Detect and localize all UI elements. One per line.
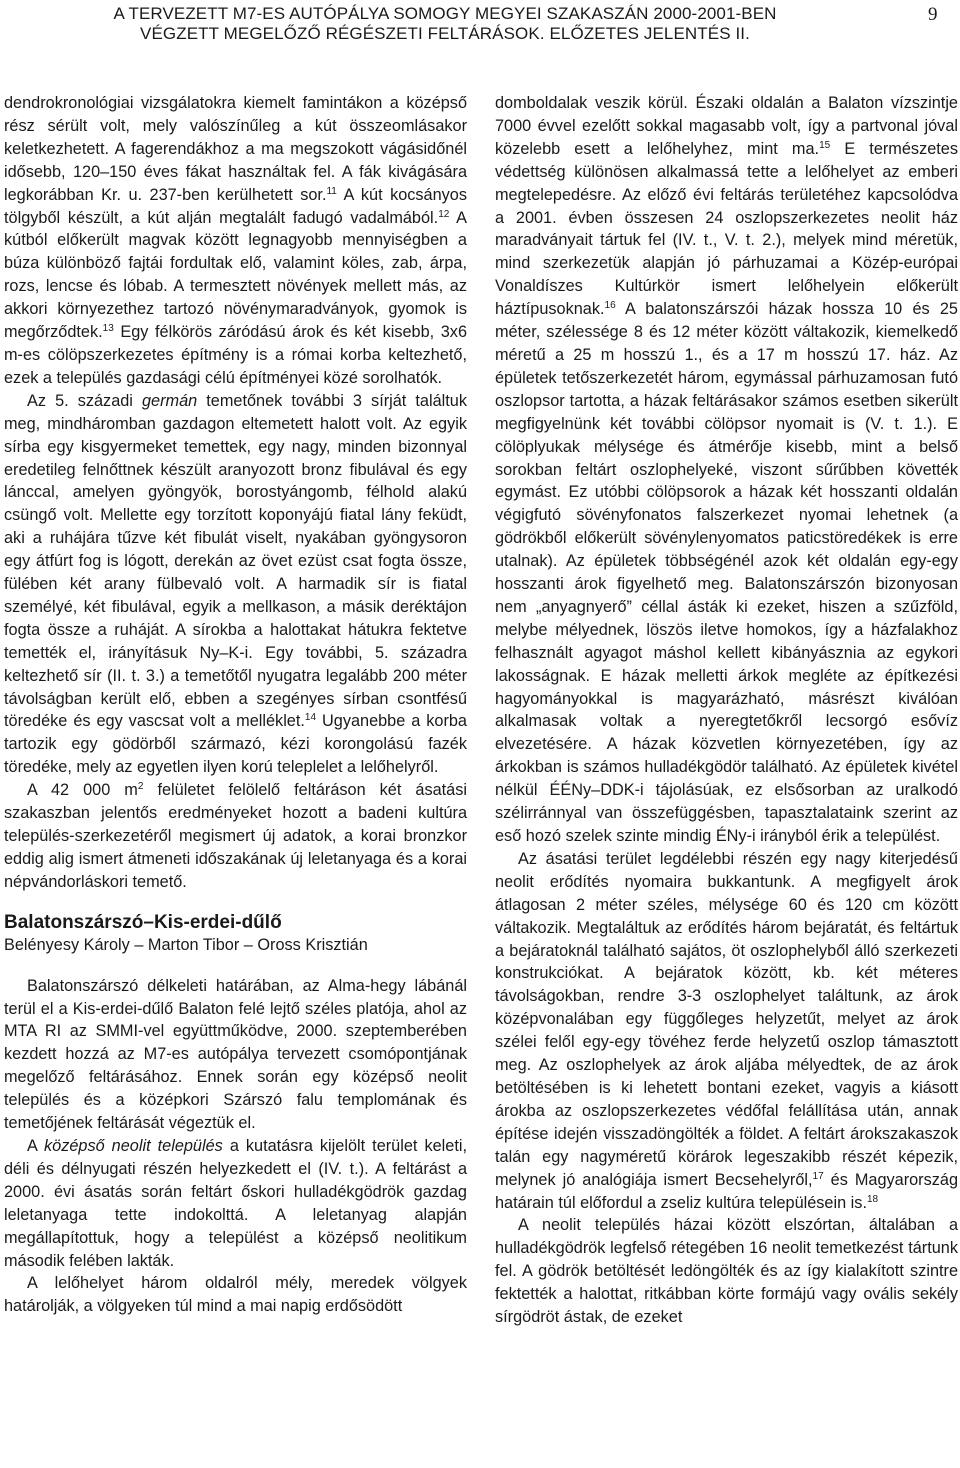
paragraph: A középső neolit település a kutatásra kijelölt terület keleti, déli és délnyugati részén helyezkedett el (IV. t.). A feltárást a 2000. évi ásatás során feltárt őskori hulladékgödrök gazdag leletanyaga tette indokolttá. A leletanyag alapján megállapítottuk, hogy a települést a középső neolitikum második felében lakták.	[4, 1136, 467, 1270]
footnote-ref[interactable]: 14	[304, 712, 317, 724]
paragraph: dendrokronológiai vizsgálatokra kiemelt famintákon a középső rész sérült volt, mely valószínűleg a kút összeomlásakor keletkezhetett. A fagerendákhoz a ma megszokott vágásidőnél idősebb, 120–150 éves fákat használtak fel. A fák kivágására legkorábban Kr. u. 237-ben kerülhetett sor.$^{11}$ A kút kocsányos tölgyből készült, a kút alján megtalált fadugó vadalmából.$^{12}$ A kútból előkerült magvak között legnagyobb mennyiségben a búza különböző fajtái fordultak elő, valamint köles, zab, árpa, rozs, lencse és lóbab. A termesztett növények mellett más, az akkori környezethez tartozó növénymaradványok, gyomok is megőrződtek.$^{13}$ Egy félkörös záródású árok és két kisebb, 3x6 m-es cölöpszerkezetes építmény is a római korba keltezhető, ezek a település gazdasági célú építményei közé sorolhatók.	[4, 94, 467, 387]
header-title-line-1: A TERVEZETT M7-ES AUTÓPÁLYA SOMOGY MEGYEI SZAKASZÁN 2000-2001-BEN	[113, 4, 777, 23]
footnote-ref[interactable]: 16	[604, 300, 616, 312]
paragraph: domboldalak veszik körül. Északi oldalán a Balaton vízszintje 7000 évvel ezelőtt sokkal magasabb volt, így a partvonal jóval közelebb esett a lelőhelyhez, mint ma.$^{15}$ E természetes védettség különösen alkalmassá tette a lelőhelyet az emberi megtelepedésre. Az előző évi feltárás területéhez kapcsolódva a 2001. évben összesen 24 oszlopszerkezetes neolit ház maradványait tártuk fel (IV. t., V. t. 2.), melyek mind méretük, mind szerkezetük alapján jó párhuzamai a Közép-európai Vonaldíszes Kultúrkör ismert lelőhelyein előkerült háztípusoknak.$^{16}$ A balatonszárszói házak hossza 10 és 25 méter, szélessége 8 és 12 méter között váltakozik, kiemelkedő méretű a 25 m hosszú 1., és a 17 m hosszú 17. ház. Az épületek tetőszerkezetét három, egymással párhuzamosan futó oszlopsor tartotta, a házak feltárásakor számos esetben sikerült megfigyelnünk két további cölöpsor nyomait is (V. t. 1.). E cölöplyukak mélysége és átmérője kisebb, mint a belső sorokban feltárt oszlophelyeké, viszont sűrűbben követték egymást. Ez utóbbi cölöpsorok a házak két hosszanti oldalán végigfutó sövényfonatos falszerkezet nyomai lehetnek (a gödrökből előkerült sövénylenyomatos paticstöredékek is erre utalnak). Az épületek többségénél azok két oldalán egy-egy hosszanti árok figyelhető meg. Balatonszárszón bizonyosan nem „anyagnyerő” céllal ásták ki ezeket, hiszen a szűzföld, melybe mélyednek, löszös iletve homokos, így a házfalakhoz felhasznált agyagot máshol kellett kibányásznia az egykori lakosságnak. E házak melletti árkok megléte az építkezési hagyományokkal is magyarázható, másrészt kiválóan alkalmasak voltak a nyeregtetőkről lecsorgó esővíz elvezetésére. A házak közvetlen környezetében, így az árkokban is számos hulladékgödör található. Az épületek kivétel nélkül ÉÉNy–DDK-i tájolásúak, ez elsősorban az uralkodó szélirránnyal van összefüggésben, tapasztalataink szerint az eső hozó szelek szinte mindig ÉNy-i irányból érik a települést.	[495, 94, 958, 845]
section-authors: Belényesy Károly – Marton Tibor – Oross Krisztián	[4, 935, 368, 954]
header-title-line-2: VÉGZETT MEGELŐZŐ RÉGÉSZETI FELTÁRÁSOK. ELŐZETES JELENTÉS II.	[140, 24, 750, 43]
footnote-ref[interactable]: 18	[866, 1193, 879, 1205]
paragraph: A 42 000 $m^2$ felületet felölelő feltáráson két ásatási szakaszban jelentős eredményeket hozott a badeni kultúra település-szerkezetéről megismert új adatok, a korai bronzkor eddig alig ismert átmeneti időszakának új leletanyaga és a korai népvándorláskori temető.	[4, 781, 467, 891]
footnote-ref[interactable]: 15	[819, 139, 831, 151]
paragraph: Az 5. századi germán temetőnek további 3 sírját találtuk meg, mindháromban gazdagon eltemetett halott volt. Az egyik sírba egy kisgyermeket temettek, egy nagy, minden bizonnyal eredetileg felnőttnek készült aranyozott bronz fibulával és egy lánccal, amelyen gyöngyök, borostyángomb, félhold alakú csüngő volt. Mellette egy torzított koponyájú fiatal lány feküdt, aki a ruhájára tűzve két fibulát viselt, nyakában gyöngysoron egy átfúrt fog is lógott, derekán az övet ezüst csat fogta össze, fülében két arany fülbevaló volt. A harmadik sír is fiatal személyé, két fibulával, egyik a mellkason, a másik deréktájon fogta össze a ruháját. A sírokba a halottakat hátukra fektetve temették el, irányításuk Ny–K-i. Egy további, 5. századra keltezhető sír (II. t. 3.) a temetőtől nyugatra legalább 200 méter távolságban került elő, ebben a szegényes sírban csontfésű töredéke és egy vascsat volt a melléklet.$^{14}$ Ugyanebbe a korba tartozik egy gödörből származó, kézi korongolású fazék töredéke, mely az egyetlen ilyen korú teleplelet a lelőhelyről.	[4, 391, 467, 777]
footnote-ref[interactable]: 13	[102, 323, 114, 335]
running-header	[0, 4, 960, 44]
paragraph: Az ásatási terület legdélebbi részén egy nagy kiterjedésű neolit erődítés nyomaira bukkantunk. A megfigyelt árok átlagosan 2 méter széles, mélysége 60 és 120 cm között váltakozik. Megtaláltuk az erődítés három bejáratát, és feltártuk a bejáratoknál található sajátos, öt oszlophelyből álló szerkezeti konstrukciókat. A bejáratok között, kb. két méteres távolságokban, rendre 3-3 oszlophelyet találtunk, az árok középvonalában egy függőleges helyzetűt, melyet az árok szélei felől egy-egy tövéhez ferde helyzetű oszlop támasztott meg. Az oszlophelyek az árok aljába mélyedtek, de az árok betöltésében is ki lehetett bontani ezeket, vagyis a kiásott árokba az oszlopszerkezetes védőfal felállítása után, annak építése idején visszadöngölték a földet. A feltárt árokszakaszok talán egy nagyméretű körárok legeszakibb részét képezik, melynek jó analógiája ismert Becsehelyről,$^{17}$ és Magyarország határain túl előfordul a zseliz kultúra településein is.$^{18}$	[495, 849, 958, 1212]
paragraph: Balatonszárszó délkeleti határában, az Alma-hegy lábánál terül el a Kis-erdei-dűlő Balaton felé lejtő széles platója, ahol az MTA RI az SMMI-vel együttműködve, 2000. szeptemberében kezdett hozzá az M7-es autópálya tervezett csomópontjának megelőző feltárásához. Ennek során egy középső neolit település és a középkori Szárszó falu templomának és temetőjének feltárását végeztük el.	[4, 976, 467, 1133]
paragraph: A lelőhelyet három oldalról mély, meredek völgyek határolják, a völgyeken túl mind a mai napig erdősödött	[4, 1274, 467, 1316]
page-number: 9	[928, 4, 938, 25]
footnote-ref[interactable]: 12	[438, 208, 450, 220]
left-column	[4, 92, 467, 1318]
paragraph: A neolit település házai között elszórtan, általában a hulladékgödrök legfelső rétegében 16 neolit temetkezést tártunk fel. A gödrök betöltését ledöngölték és az így kialakított szintre fektették a halottat, ritkábban körte formájú vagy ovális sekély sírgödröt ástak, de ezeket	[495, 1216, 958, 1327]
section-title: Balatonszárszó–Kis-erdei-dűlő	[4, 911, 282, 933]
footnote-ref[interactable]: 11	[326, 185, 337, 197]
right-column	[495, 92, 958, 1329]
footnote-ref[interactable]: 17	[812, 1170, 824, 1182]
